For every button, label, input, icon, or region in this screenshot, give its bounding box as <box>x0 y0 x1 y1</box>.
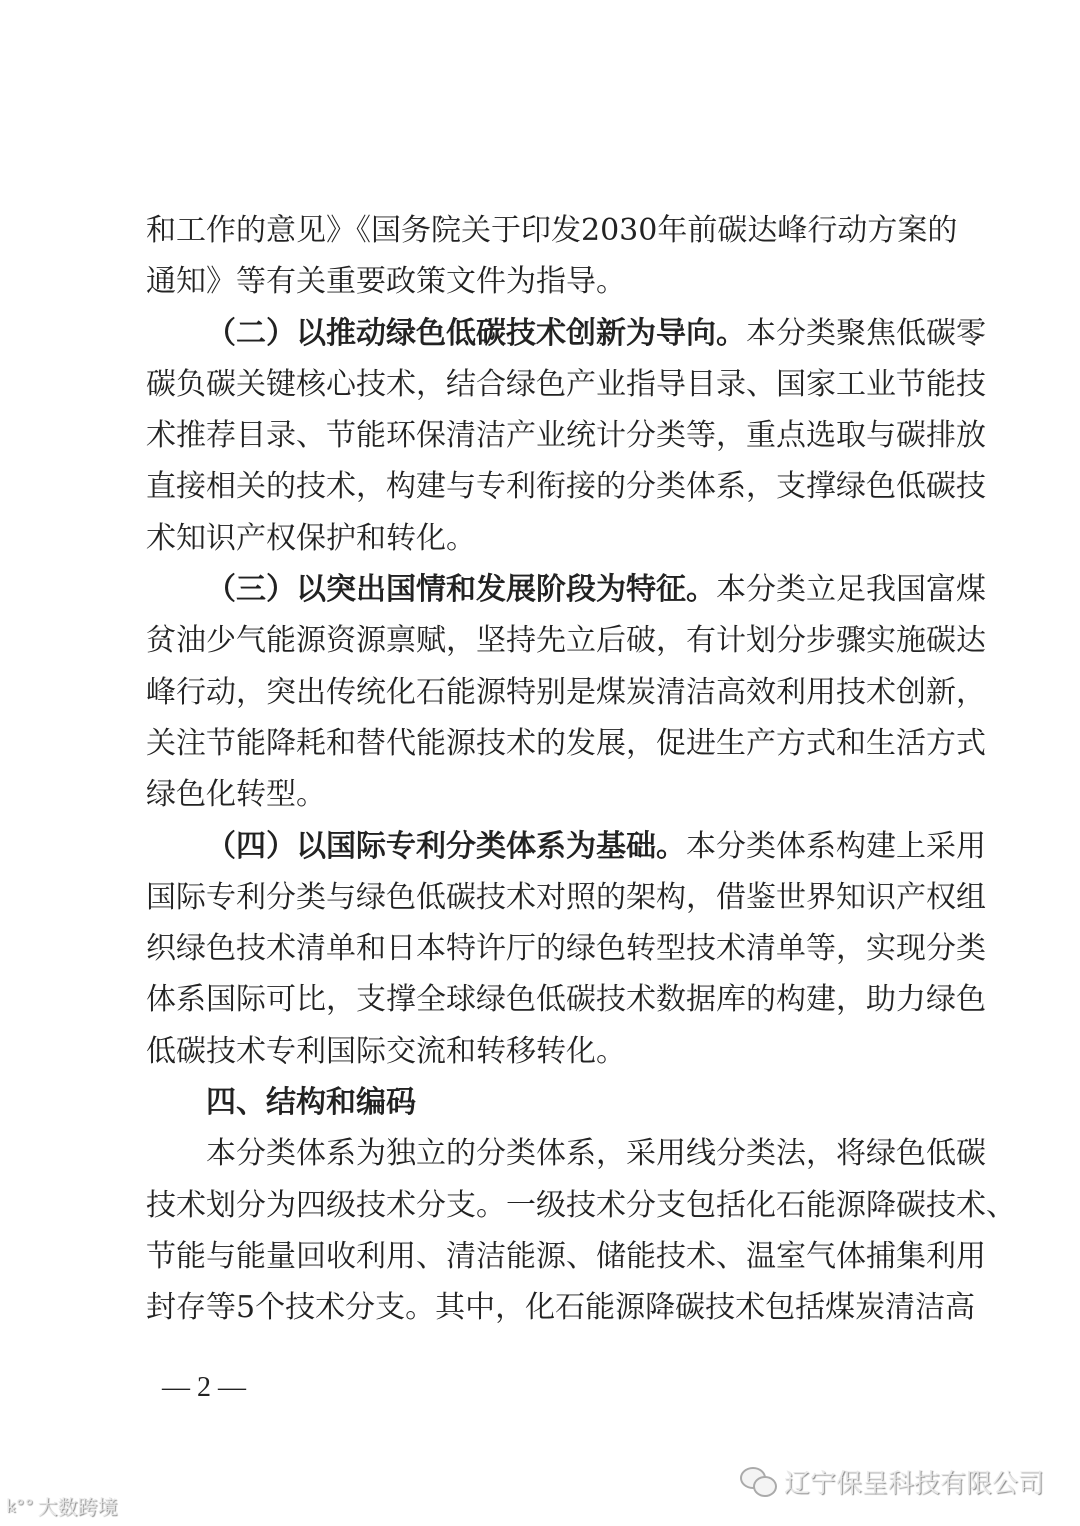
line-text: 术推荐目录、节能环保清洁产业统计分类等，重点选取与碳排放 <box>146 418 986 454</box>
source-watermark <box>6 1491 118 1520</box>
text-line <box>146 821 986 872</box>
line-text: 节能与能量回收利用、清洁能源、储能技术、温室气体捕集利用 <box>146 1238 986 1274</box>
text-line <box>146 769 946 820</box>
line-text: 织绿色技术清单和日本特许厅的绿色转型技术清单等，实现分类 <box>146 931 986 967</box>
line-text: 本分类体系为独立的分类体系，采用线分类法，将绿色低碳 <box>206 1136 986 1172</box>
line-text: 封存等5个技术分支。其中，化石能源降碳技术包括煤炭清洁高 <box>146 1290 976 1326</box>
line-text: 绿色化转型。 <box>146 777 326 813</box>
text-line <box>146 461 986 512</box>
line-text: 本分类体系构建上采用 <box>686 828 986 864</box>
line-text: 峰行动，突出传统化石能源特别是煤炭清洁高效利用技术创新， <box>146 674 986 710</box>
wechat-icon <box>740 1467 778 1497</box>
text-line <box>146 872 986 923</box>
text-line <box>146 564 986 615</box>
line-text: 本分类聚焦低碳零 <box>746 315 986 351</box>
line-text: 技术划分为四级技术分支。一级技术分支包括化石能源降碳技术、 <box>146 1187 1016 1223</box>
text-line <box>146 1282 976 1333</box>
text-line <box>146 308 986 359</box>
text-line <box>146 974 986 1025</box>
paragraph-heading: （四）以国际专利分类体系为基础。 <box>206 828 686 864</box>
line-text: 四、结构和编码 <box>206 1085 416 1121</box>
paragraph-heading: （三）以突出国情和发展阶段为特征。 <box>206 572 716 608</box>
watermark-company: 辽宁保呈科技有限公司 <box>783 1469 1044 1499</box>
text-line <box>146 615 986 666</box>
line-text: 术知识产权保护和转化。 <box>146 520 476 556</box>
text-line <box>146 718 986 769</box>
text-line <box>146 205 958 256</box>
logo-icon: ꝃ°° <box>6 1495 34 1517</box>
text-line <box>146 513 946 564</box>
line-text: 和工作的意见》《国务院关于印发2030年前碳达峰行动方案的 <box>146 213 958 248</box>
line-text: 碳负碳关键核心技术，结合绿色产业指导目录、国家工业节能技 <box>146 366 986 402</box>
line-text: 国际专利分类与绿色低碳技术对照的架构，借鉴世界知识产权组 <box>146 879 986 915</box>
wechat-watermark <box>740 1463 1044 1500</box>
text-line <box>146 667 986 718</box>
document-body <box>146 205 1016 1334</box>
line-text: 直接相关的技术，构建与专利衔接的分类体系，支撑绿色低碳技 <box>146 469 986 505</box>
line-text: 本分类立足我国富煤 <box>716 572 986 608</box>
text-line <box>146 923 986 974</box>
line-text: 低碳技术专利国际交流和转移转化。 <box>146 1033 626 1069</box>
text-line <box>146 359 986 410</box>
section-heading <box>146 1077 946 1128</box>
text-line <box>146 1180 1016 1231</box>
text-line <box>146 1231 986 1282</box>
watermark-source: 大数跨境 <box>37 1495 118 1519</box>
line-text: 通知》等有关重要政策文件为指导。 <box>146 264 626 300</box>
line-text: 贫油少气能源资源禀赋，坚持先立后破，有计划分步骤实施碳达 <box>146 623 986 659</box>
text-line <box>146 256 946 307</box>
page-number: — 2 — <box>162 1372 246 1403</box>
text-line <box>146 1128 986 1179</box>
paragraph-heading: （二）以推动绿色低碳技术创新为导向。 <box>206 315 746 351</box>
text-line <box>146 1026 946 1077</box>
text-line <box>146 410 986 461</box>
line-text: 关注节能降耗和替代能源技术的发展，促进生产方式和生活方式 <box>146 725 986 761</box>
line-text: 体系国际可比，支撑全球绿色低碳技术数据库的构建，助力绿色 <box>146 982 986 1018</box>
